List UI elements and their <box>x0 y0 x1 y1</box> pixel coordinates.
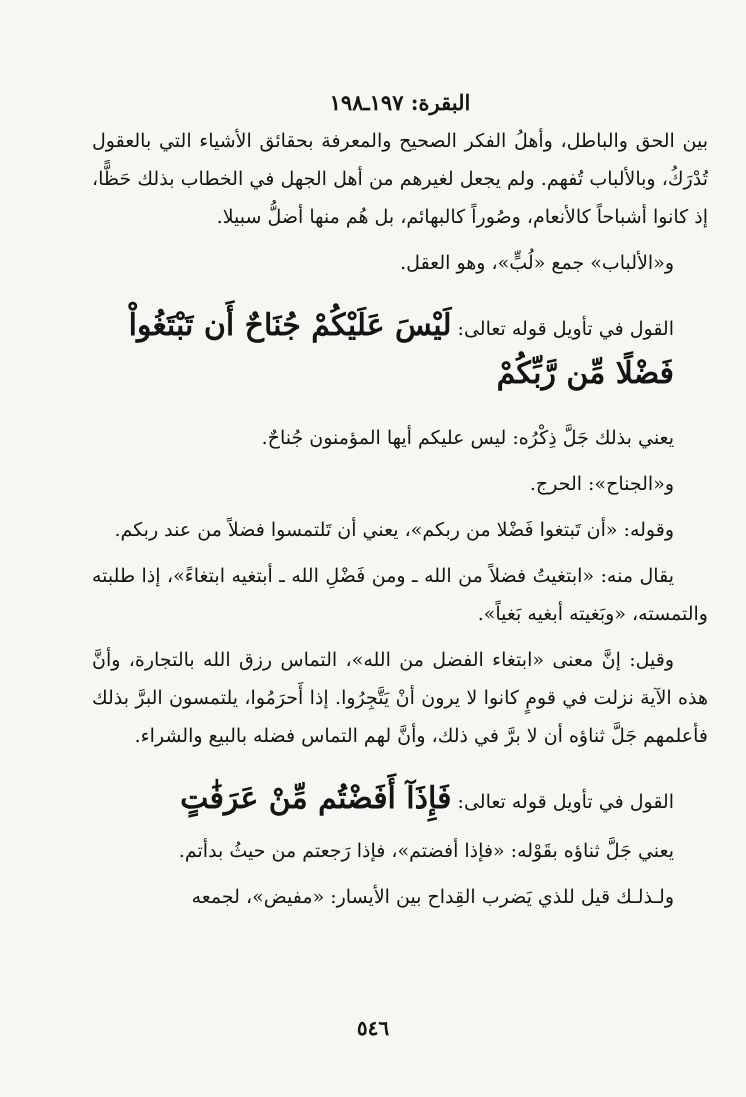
quran-verse: فَإِذَآ أَفَضْتُم مِّنْ عَرَفَٰتٍ <box>180 781 452 816</box>
paragraph: وقوله: «أن تَبتغوا فَضْلا من ربكم»، يعني أن تَلتمسوا فضلاً من عند ربكم. <box>114 519 674 541</box>
paragraph: يعني بذلك جَلَّ ذِكْرُه: ليس عليكم أيها المؤمنون جُناحٌ. <box>261 427 674 449</box>
paragraph: ولـذلـك قيل للذي يَضرب القِداح بين الأيسار: «مفيض»، لجمعه <box>191 886 674 908</box>
page-number: ٥٤٦ <box>356 1016 390 1040</box>
running-header: البقرة: ١٩٧ـ١٩٨ <box>329 90 471 115</box>
paragraph: يقال منه: «ابتغيتُ فضلاً من الله ـ ومن فَضْلِ الله ـ أبتغيه ابتغاءً»، إذا طلبته والتمسته، «وبَغيته أبغيه بَغياً». <box>92 565 708 625</box>
paragraph: يعني جَلَّ ثناؤه بقَوْله: «فإذا أفضتم»، فإذا رَجعتم من حيثُ بدأتم. <box>178 840 674 862</box>
verse-heading <box>92 304 708 397</box>
paragraph: و«الألباب» جمع «لُبٍّ»، وهو العقل. <box>400 252 674 274</box>
paragraph: وقيل: إنَّ معنى «ابتغاء الفضل من الله»، التماس رزق الله بالتجارة، وأنَّ هذه الآية نزلت في قومٍ كانوا لا يرون أنْ يَتَّجِرُوا. إذا أَحرَمُوا، يلتمسون البرَّ بذلك فأعلمهم جَلَّ ثناؤه أن لا برَّ في ذلك، وأنَّ لهم التماس فضله بالبيع والشراء. <box>92 649 708 747</box>
quran-verse: لَيْسَ عَلَيْكُمْ جُنَاحٌ أَن تَبْتَغُواْ <box>128 308 452 343</box>
paragraph: و«الجناح»: الحرج. <box>529 473 674 495</box>
verse-intro: القول في تأويل قوله تعالى: <box>457 791 674 813</box>
verse-intro: القول في تأويل قوله تعالى: <box>457 318 674 340</box>
verse-heading <box>92 777 708 824</box>
paragraph: بين الحق والباطل، وأهلُ الفكر الصحيح والمعرفة بحقائق الأشياء التي بالعقول تُدْرَكُ، وبالألباب تُفهم. ولم يجعل لغيرهم من أهل الجهل في الخطاب بذلك حَظًّا، إذ كانوا أشباحاً كالأنعام، وصُوراً كالبهائم، بل هُم منها أضلُّ سبيلا. <box>92 130 708 228</box>
quran-verse: فَضْلًا مِّن رَّبِّكُمْ <box>496 356 674 391</box>
